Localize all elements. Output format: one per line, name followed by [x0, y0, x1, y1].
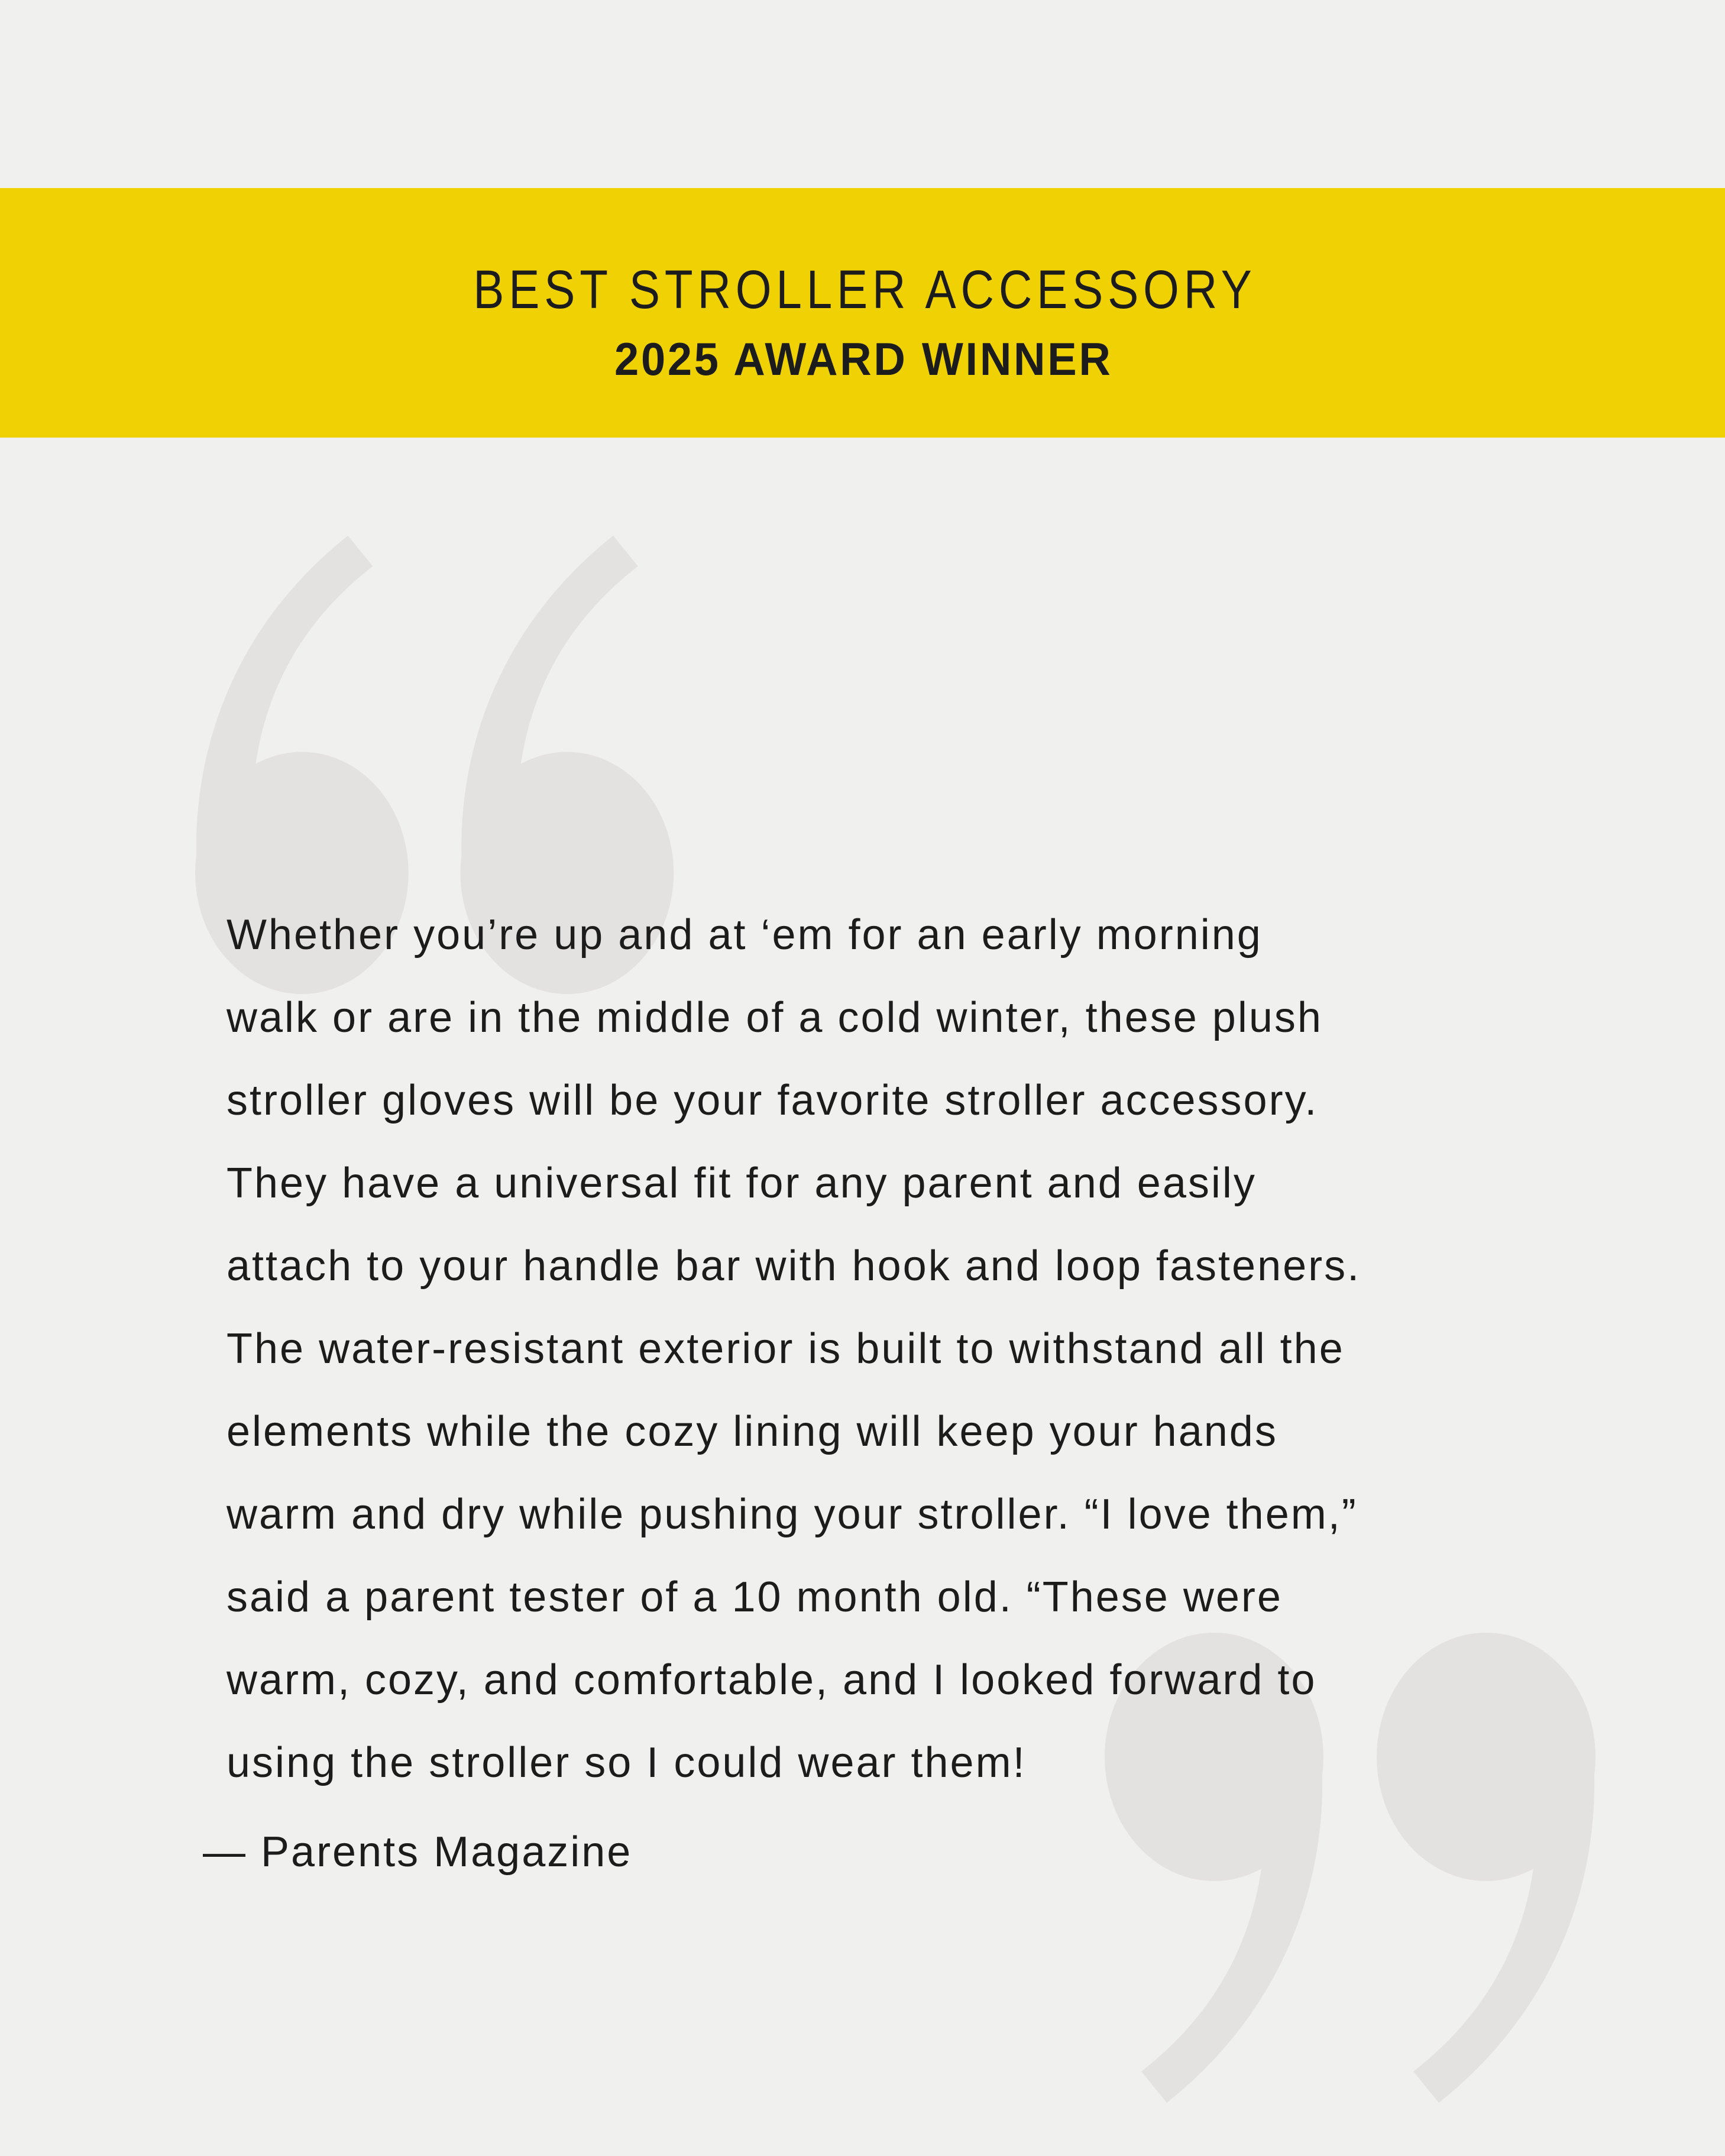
award-category-title: BEST STROLLER ACCESSORY: [473, 260, 1257, 320]
quote-line: attach to your handle bar with hook and loop fasteners.: [226, 1242, 1361, 1290]
quote-line: They have a universal fit for any parent and easily: [226, 1160, 1257, 1207]
quote-line: stroller gloves will be your favorite stroller accessory.: [226, 1077, 1319, 1124]
quote-line: walk or are in the middle of a cold winter, these plush: [226, 994, 1323, 1041]
quote-line: said a parent tester of a 10 month old. “These were: [226, 1574, 1283, 1621]
quote-line: Whether you’re up and at ‘em for an early morning: [226, 911, 1263, 959]
quote-text: [226, 894, 1587, 1804]
quote-attribution: — Parents Magazine: [203, 1828, 633, 1876]
quote-line: elements while the cozy lining will keep your hands: [226, 1408, 1278, 1455]
quote-line: warm and dry while pushing your stroller. “I love them,”: [226, 1491, 1358, 1538]
award-year-subtitle: 2025 AWARD WINNER: [614, 333, 1113, 385]
quote-line: using the stroller so I could wear them!: [226, 1739, 1027, 1786]
quote-line: warm, cozy, and comfortable, and I looked forward to: [226, 1656, 1317, 1704]
quote-line: The water-resistant exterior is built to withstand all the: [226, 1325, 1345, 1372]
